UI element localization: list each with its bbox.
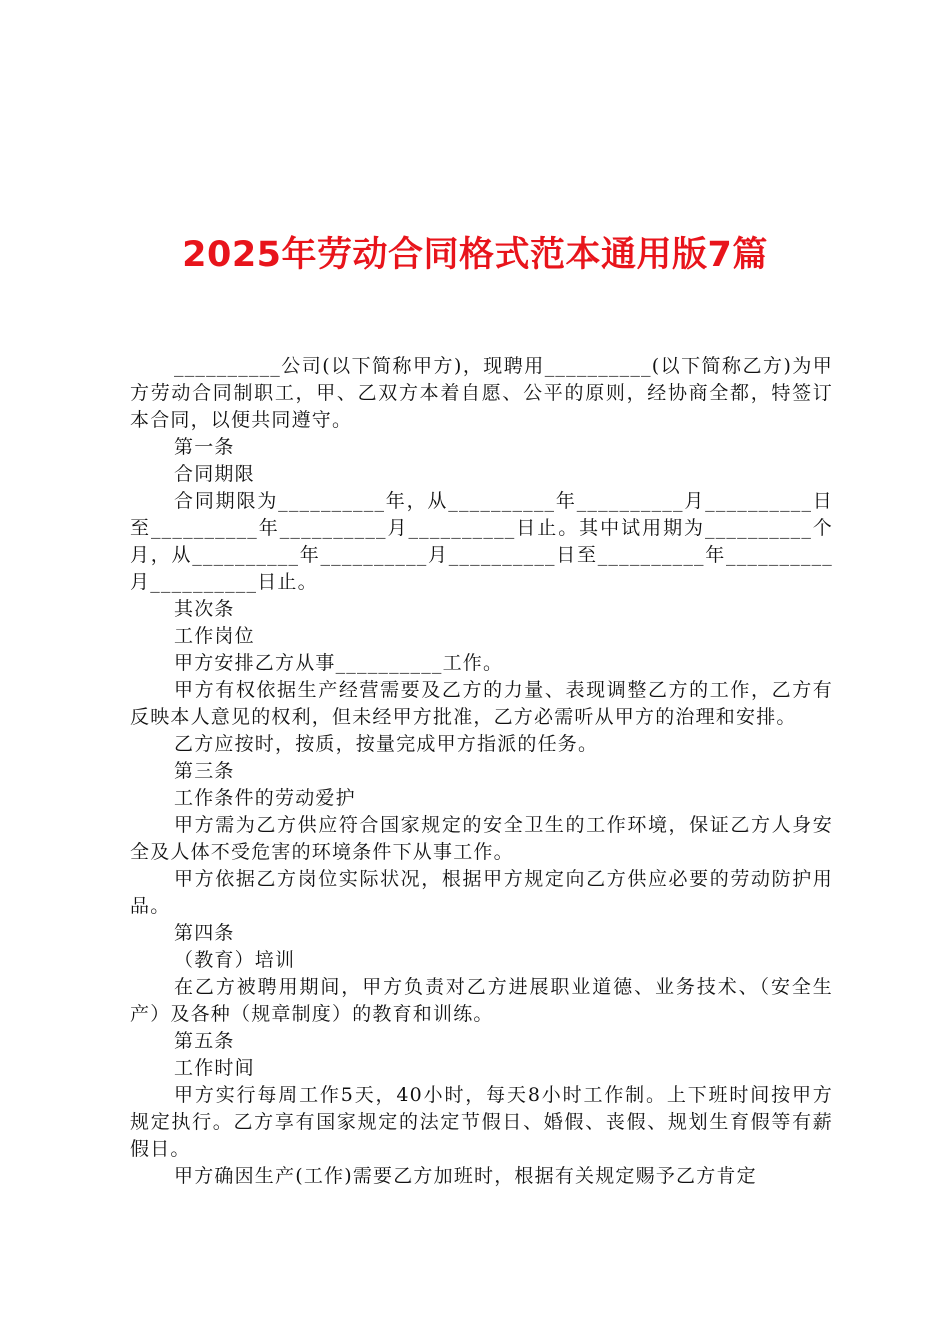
article-1-heading: 合同期限	[174, 463, 255, 485]
article-3-heading: 工作条件的劳动爱护	[174, 787, 356, 809]
article-5-number: 第五条	[174, 1030, 235, 1052]
article-5-heading: 工作时间	[174, 1057, 255, 1079]
document-body	[130, 353, 833, 1190]
article-4-heading: （教育）培训	[174, 949, 296, 971]
article-2-paragraph: 甲方安排乙方从事__________工作。	[174, 652, 504, 674]
intro-paragraph: __________公司(以下简称甲方)，现聘用__________(以下简称乙方)为甲方劳动合同制职工，甲、乙双方本着自愿、公平的原则，经协商全都，特签订本合同，以便共同遵守。	[130, 355, 833, 431]
article-5-paragraph: 甲方确因生产(工作)需要乙方加班时，根据有关规定赐予乙方肯定	[174, 1165, 757, 1187]
article-4-number: 第四条	[174, 922, 235, 944]
article-2-number: 其次条	[174, 598, 235, 620]
article-3-number: 第三条	[174, 760, 235, 782]
document-title: 2025年劳动合同格式范本通用版7篇	[182, 235, 768, 276]
article-4-paragraph: 在乙方被聘用期间，甲方负责对乙方进展职业道德、业务技术、（安全生产）及各种（规章制度）的教育和训练。	[130, 976, 833, 1025]
article-2-paragraph: 甲方有权依据生产经营需要及乙方的力量、表现调整乙方的工作，乙方有反映本人意见的权利，但未经甲方批准，乙方必需听从甲方的治理和安排。	[130, 679, 833, 728]
article-1-number: 第一条	[174, 436, 235, 458]
article-2-paragraph: 乙方应按时，按质，按量完成甲方指派的任务。	[174, 733, 599, 755]
article-3-paragraph: 甲方依据乙方岗位实际状况，根据甲方规定向乙方供应必要的劳动防护用品。	[130, 868, 833, 917]
article-3-paragraph: 甲方需为乙方供应符合国家规定的安全卫生的工作环境，保证乙方人身安全及人体不受危害的环境条件下从事工作。	[130, 814, 833, 863]
article-2-heading: 工作岗位	[174, 625, 255, 647]
article-1-paragraph: 合同期限为__________年，从__________年__________月__________日至__________年__________月__________日止。其中试用期为__________个月，从__________年__________月__________日至__________年__________月__________日止。	[130, 490, 833, 593]
article-5-paragraph: 甲方实行每周工作5天，40小时，每天8小时工作制。上下班时间按甲方规定执行。乙方享有国家规定的法定节假日、婚假、丧假、规划生育假等有薪假日。	[130, 1084, 833, 1160]
